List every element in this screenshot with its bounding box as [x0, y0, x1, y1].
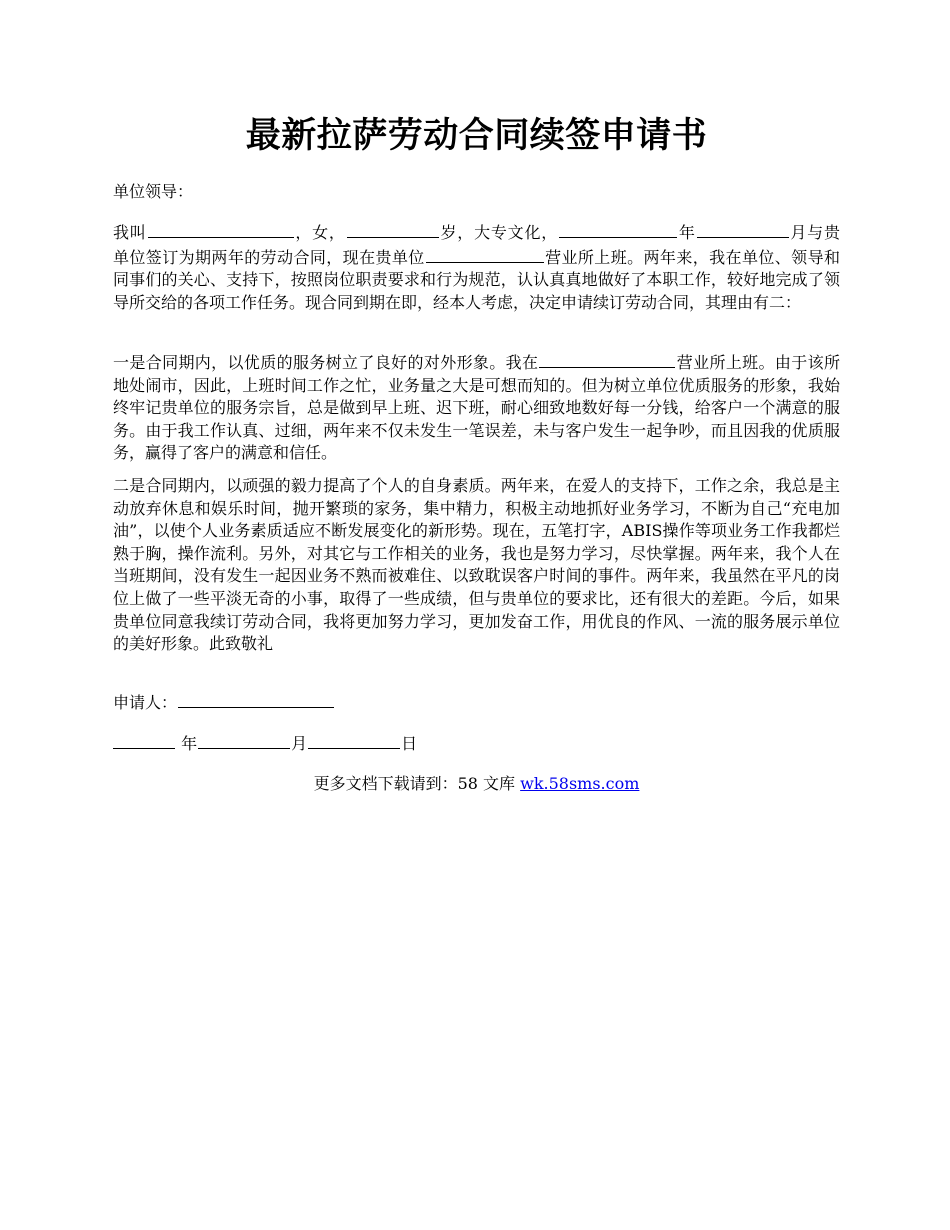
date-month-blank[interactable] — [198, 731, 290, 749]
intro-text-4: 年 — [678, 223, 696, 242]
date-line — [113, 731, 417, 755]
signature-line — [113, 690, 335, 714]
age-blank[interactable] — [347, 220, 439, 238]
paragraph-reason-two: 二是合同期内，以顽强的毅力提高了个人的自身素质。两年来，在爱人的支持下，工作之余，我总是主动放弃休息和娱乐时间，抛开繁琐的家务，集中精力，积极主动地抓好业务学习，不断为自己“充电加油”，以使个人业务素质适应不断发展变化的新形势。现在，五笔打字，ABIS操作等项业务工作我都烂熟于胸，操作流利。另外，对其它与工作相关的业务，我也是努力学习，尽快掌握。两年来，我个人在当班期间，没有发生一起因业务不熟而被难住、以致耽误客户时间的事件。两年来，我虽然在平凡的岗位上做了一些平淡无奇的小事，取得了一些成绩，但与贵单位的要求比，还有很大的差距。今后，如果贵单位同意我续订劳动合同，我将更加努力学习，更加发奋工作，用优良的作风、一流的服务展示单位的美好形象。此致敬礼 — [113, 476, 840, 654]
salutation: 单位领导： — [113, 182, 194, 201]
footer-text: 更多文档下载请到：58 文库 — [313, 774, 521, 793]
signature-label: 申请人： — [113, 693, 178, 712]
intro-text-2: ，女， — [294, 223, 346, 242]
intro-text-6: 营业所上班。两年来，我在单位、领导和同事们的关心、支持下，按照岗位职责要求和行为规范，认认真真地做好了本职工作，较好地完成了领导所交给的各项工作任务。现合同到期在即，经本人考虑，决定申请续订劳动合同，其理由有二： — [113, 247, 840, 312]
date-day-blank[interactable] — [308, 731, 400, 749]
year-blank[interactable] — [559, 220, 677, 238]
reason-one-text-1: 一是合同期内，以优质的服务树立了良好的对外形象。我在 — [113, 353, 539, 372]
reason-one-text-2: 营业所上班。由于该所地处闹市，因此，上班时间工作之忙，业务量之大是可想而知的。但为树立单位优质服务的形象，我始终牢记贵单位的服务宗旨，总是做到早上班、迟下班，耐心细致地数好每一分钱，给客户一个满意的服务。由于我工作认真、过细，两年来不仅未发生一笔误差，未与客户发生一起争吵，而且因我的优质服务，赢得了客户的满意和信任。 — [113, 353, 840, 463]
signature-blank[interactable] — [178, 690, 334, 708]
date-day-label: 日 — [401, 734, 418, 753]
date-year-blank[interactable] — [113, 731, 175, 749]
date-month-label: 月 — [291, 734, 308, 753]
intro-text-3: 岁，大专文化， — [439, 223, 559, 242]
footer — [113, 772, 840, 795]
date-year-label: 年 — [181, 734, 198, 753]
document-title: 最新拉萨劳动合同续签申请书 — [245, 115, 708, 156]
paragraph-intro — [113, 220, 840, 314]
footer-link[interactable]: wk.58sms.com — [520, 774, 640, 793]
paragraph-reason-one — [113, 350, 840, 465]
branch-blank-2[interactable] — [539, 350, 675, 368]
intro-text-1: 我叫 — [113, 223, 147, 242]
branch-blank[interactable] — [426, 245, 544, 263]
name-blank[interactable] — [148, 220, 294, 238]
month-blank[interactable] — [697, 220, 789, 238]
intro-text-5: 月与贵单位签订为期两年的劳动合同，现在贵单位 — [113, 223, 840, 267]
